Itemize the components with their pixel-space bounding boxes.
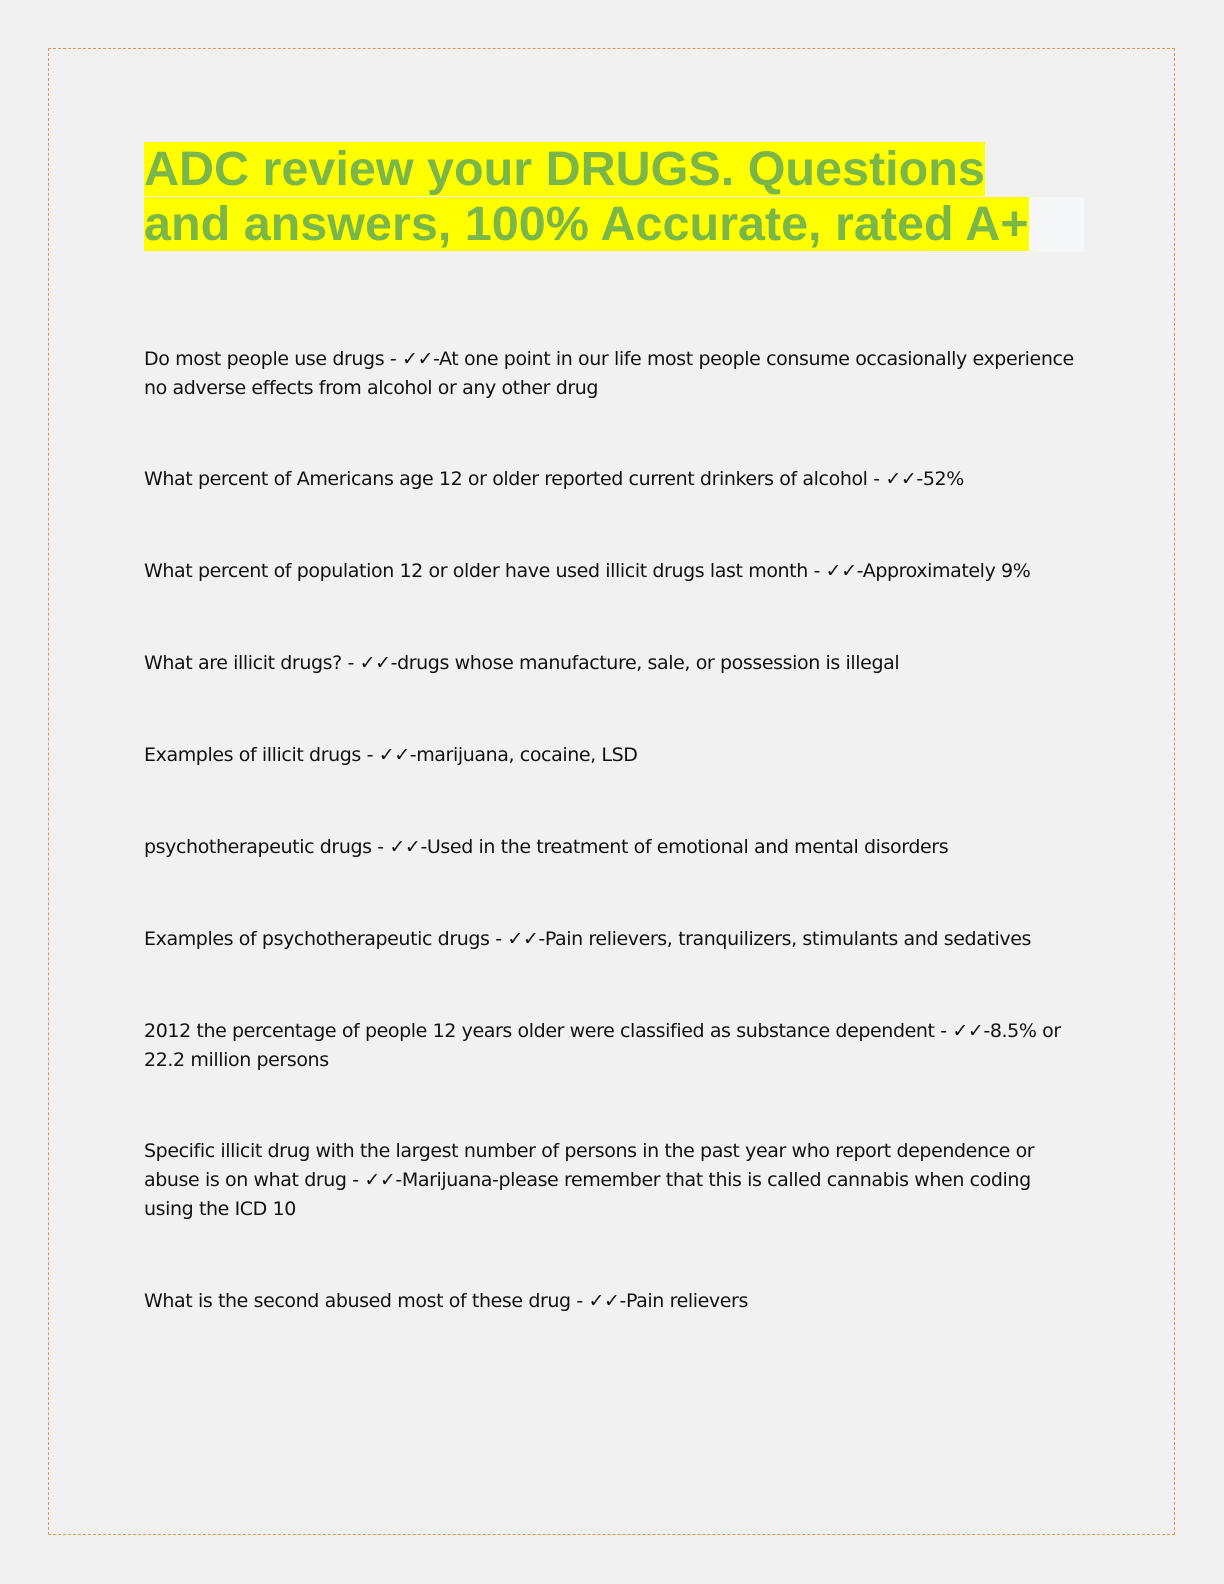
answer: Pain relievers: [625, 1290, 748, 1312]
dash: -: [916, 468, 923, 490]
separator: -: [371, 836, 390, 858]
title-text: ADC review your DRUGS. Questions and answers, 100% Accurate, rated A+: [144, 142, 1029, 251]
qa-item: [144, 557, 1084, 586]
separator: -: [346, 1169, 365, 1191]
check-mark-icon: ✓✓: [507, 928, 539, 950]
question: psychotherapeutic drugs: [144, 836, 372, 858]
check-mark-icon: ✓✓: [825, 560, 857, 582]
answer: Marijuana-please remember that this is called cannabis when coding using the ICD 10: [144, 1169, 1031, 1220]
check-mark-icon: ✓✓: [885, 468, 917, 490]
question: Do most people use drugs: [144, 348, 385, 370]
check-mark-icon: ✓✓: [588, 1290, 620, 1312]
answer: 8.5% or 22.2 million persons: [144, 1020, 1061, 1071]
question: What are illicit drugs?: [144, 652, 342, 674]
separator: -: [570, 1290, 589, 1312]
qa-item: [144, 925, 1084, 954]
dash: -: [856, 560, 863, 582]
question: What is the second abused most of these drug: [144, 1290, 571, 1312]
separator: -: [384, 348, 402, 370]
dash: -: [619, 1290, 626, 1312]
dash: -: [409, 744, 417, 766]
dash: -: [390, 652, 398, 674]
document-title: [144, 142, 1084, 252]
check-mark-icon: ✓✓: [359, 652, 391, 674]
qa-item: [144, 649, 1084, 678]
answer: Approximately 9%: [862, 560, 1031, 582]
qa-item: [144, 833, 1084, 862]
answer: Used in the treatment of emotional and mental disorders: [426, 836, 949, 858]
qa-item: [144, 465, 1084, 494]
separator: -: [360, 744, 379, 766]
separator: -: [934, 1020, 953, 1042]
qa-item: [144, 1017, 1084, 1075]
dash: -: [538, 928, 545, 950]
separator: -: [489, 928, 508, 950]
question: What percent of Americans age 12 or older reported current drinkers of alcohol: [144, 468, 868, 490]
question: What percent of population 12 or older have used illicit drugs last month: [144, 560, 808, 582]
check-mark-icon: ✓✓: [401, 348, 433, 370]
check-mark-icon: ✓✓: [952, 1020, 984, 1042]
separator: -: [807, 560, 826, 582]
question: Specific illicit drug with the largest number of persons in the past year who report dependence or abuse is on what drug: [144, 1140, 1035, 1191]
answer: At one point in our life most people consume occasionally experience no adverse effects from alcohol or any other drug: [144, 348, 1074, 399]
question: Examples of psychotherapeutic drugs: [144, 928, 490, 950]
dash: -: [433, 348, 440, 370]
dash: -: [983, 1020, 990, 1042]
qa-item: [144, 345, 1084, 403]
check-mark-icon: ✓✓: [378, 744, 410, 766]
separator: -: [867, 468, 886, 490]
question: Examples of illicit drugs: [144, 744, 361, 766]
qa-item: [144, 1137, 1084, 1224]
answer: Pain relievers, tranquilizers, stimulants and sedatives: [544, 928, 1031, 950]
separator: -: [341, 652, 360, 674]
qa-item: [144, 1287, 1084, 1316]
dash: -: [420, 836, 427, 858]
answer: drugs whose manufacture, sale, or possession is illegal: [397, 652, 900, 674]
dash: -: [395, 1169, 402, 1191]
document-body: [144, 142, 1084, 1312]
qa-item: [144, 741, 1084, 770]
answer: 52%: [922, 468, 964, 490]
question: 2012 the percentage of people 12 years older were classified as substance dependent: [144, 1020, 935, 1042]
check-mark-icon: ✓✓: [364, 1169, 396, 1191]
answer: marijuana, cocaine, LSD: [416, 744, 638, 766]
check-mark-icon: ✓✓: [389, 836, 421, 858]
